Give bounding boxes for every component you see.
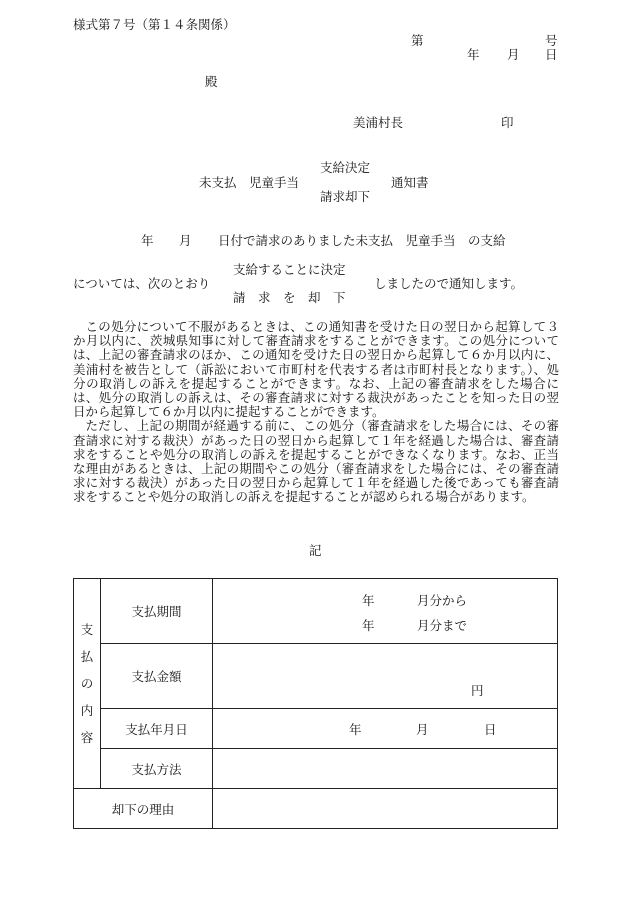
appeal-paragraph-1: この処分について不服があるときは、この通知書を受けた日の翌日から起算して３か月以内に、茨城県知事に対して審査請求をすることができます。この処分については、上記の審査請求のほか、この通知を受けた日の翌日から起算して６か月以内に、美浦村を被告として（訴訟において市町村を代表する者は市町村長となります。）、処分の取消しの訴えを提起することができます。なお、上記の審査請求をした場合には、処分の取消しの訴えは、その審査請求に対する裁決があったことを知った日の翌日から起算して６か月以内に提起することができます。 xyxy=(73,319,559,420)
payment-date-day: 日 xyxy=(484,722,497,737)
payment-date-year: 年 xyxy=(349,722,362,737)
payment-period-label: 支払期間 xyxy=(101,579,213,644)
number-suffix: 号 xyxy=(545,33,558,48)
group-char: 払 xyxy=(80,649,94,664)
date-day: 日 xyxy=(545,47,558,62)
period-from-month: 月分から xyxy=(417,593,468,608)
payment-date-month: 月 xyxy=(416,722,429,737)
number-prefix: 第 xyxy=(411,33,424,48)
payment-period-field[interactable] xyxy=(213,579,558,644)
title-prefix: 未支払 児童手当 xyxy=(199,175,300,190)
seal-mark: 印 xyxy=(501,115,514,130)
period-to-year: 年 xyxy=(362,618,375,633)
payment-amount-label: 支払金額 xyxy=(101,644,213,709)
appeal-notice xyxy=(73,320,559,505)
title-suffix: 通知書 xyxy=(391,175,429,190)
date-year: 年 xyxy=(467,47,480,62)
intro-year: 年 xyxy=(141,233,154,248)
form-label: 様式第７号（第１４条関係） xyxy=(73,17,236,32)
payment-method-field[interactable] xyxy=(213,749,558,789)
period-to-month: 月分まで xyxy=(417,618,468,633)
rejection-reason-field[interactable] xyxy=(213,789,558,829)
date-month: 月 xyxy=(507,47,520,62)
addressee-suffix: 殿 xyxy=(205,74,218,89)
period-from-year: 年 xyxy=(362,593,375,608)
payment-date-field[interactable] xyxy=(213,709,558,749)
amount-unit: 円 xyxy=(471,683,484,698)
rejection-reason-label: 却下の理由 xyxy=(74,789,213,829)
payment-method-label: 支払方法 xyxy=(101,749,213,789)
record-label: 記 xyxy=(309,543,322,558)
group-char: の xyxy=(80,676,94,691)
group-char: 内 xyxy=(80,703,94,718)
intro-option-pay: 支給することに決定 xyxy=(233,262,346,277)
payment-detail-table xyxy=(73,578,558,829)
title-option-rejection: 請求却下 xyxy=(320,189,371,204)
intro-line2-suffix: しましたので通知します。 xyxy=(374,276,524,291)
intro-line2-prefix: については、次のとおり xyxy=(73,276,211,291)
payment-amount-field[interactable] xyxy=(213,644,558,709)
title-option-decision: 支給決定 xyxy=(320,160,371,175)
appeal-paragraph-2: ただし、上記の期間が経過する前に、この処分（審査請求をした場合には、その審査請求に対する裁決）があった日の翌日から起算して１年を経過した場合は、審査請求をすることや処分の取消しの訴えを提起することができなくなります。なお、正当な理由があるときは、上記の期間やこの処分（審査請求をした場合には、その審査請求に対する裁決）があった日の翌日から起算して１年を経過した後であっても審査請求をすることや処分の取消しの訴えを提起することが認められる場合があります。 xyxy=(73,418,559,505)
intro-option-reject: 請 求 を 却 下 xyxy=(233,290,346,305)
intro-month: 月 xyxy=(179,233,192,248)
group-char: 容 xyxy=(80,730,94,745)
intro-line1: 日付で請求のありました未支払 児童手当 の支給 xyxy=(218,233,506,248)
payment-content-group-label xyxy=(74,579,101,789)
group-char: 支 xyxy=(80,622,94,637)
payment-date-label: 支払年月日 xyxy=(101,709,213,749)
issuer-name: 美浦村長 xyxy=(353,115,404,130)
